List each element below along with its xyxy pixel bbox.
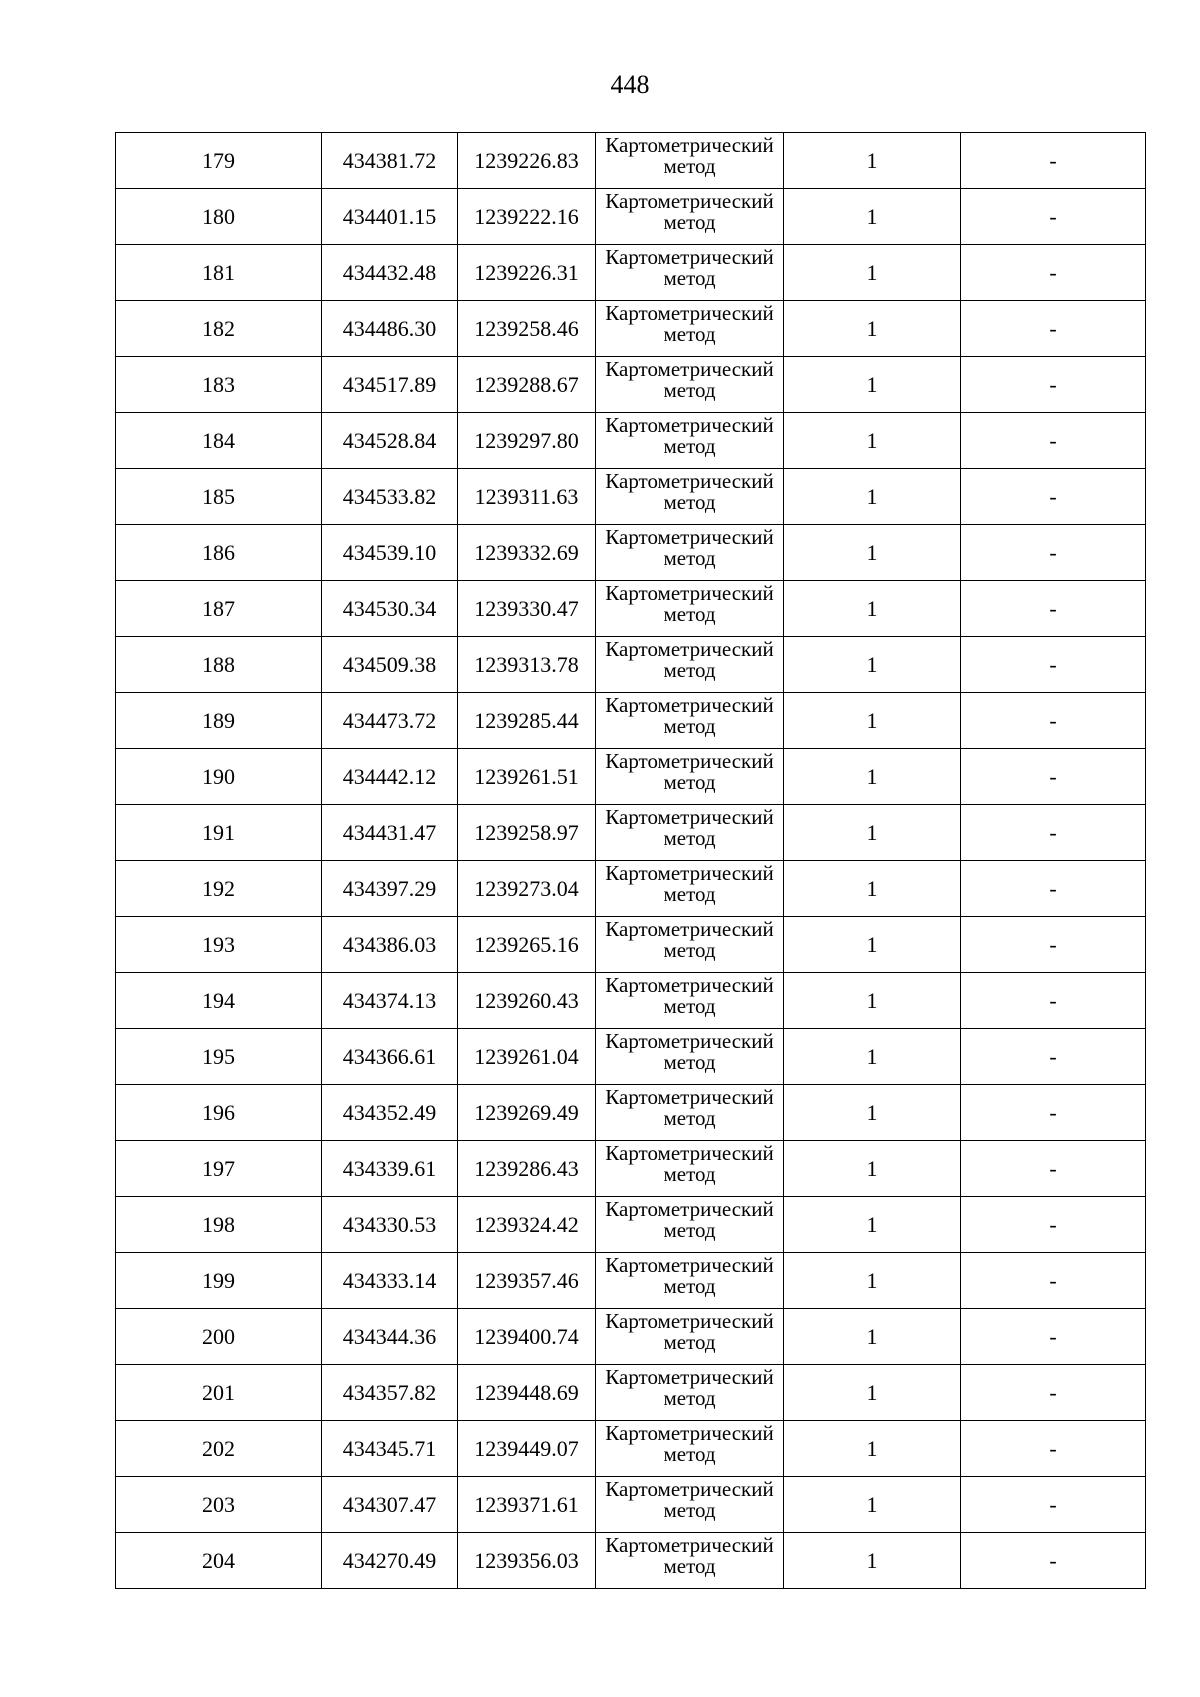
- point-number-cell: 180: [116, 189, 322, 245]
- table-row: [116, 917, 1146, 973]
- method-cell: [596, 1141, 784, 1197]
- point-number-cell: 196: [116, 1085, 322, 1141]
- coordinates-table: [115, 132, 1146, 1589]
- x-coordinate-cell: 434486.30: [322, 301, 458, 357]
- note-cell: -: [961, 973, 1146, 1029]
- table-row: [116, 1365, 1146, 1421]
- method-cell: [596, 581, 784, 637]
- accuracy-cell: 1: [784, 301, 961, 357]
- note-cell: -: [961, 749, 1146, 805]
- y-coordinate-cell: 1239273.04: [458, 861, 596, 917]
- y-coordinate-cell: 1239265.16: [458, 917, 596, 973]
- table-row: [116, 1141, 1146, 1197]
- table-row: [116, 749, 1146, 805]
- method-text: Картометрический метод: [605, 1141, 774, 1186]
- x-coordinate-cell: 434528.84: [322, 413, 458, 469]
- y-coordinate-cell: 1239261.51: [458, 749, 596, 805]
- x-coordinate-cell: 434397.29: [322, 861, 458, 917]
- accuracy-cell: 1: [784, 1533, 961, 1589]
- x-coordinate-cell: 434344.36: [322, 1309, 458, 1365]
- x-coordinate-cell: 434381.72: [322, 133, 458, 189]
- method-cell: [596, 861, 784, 917]
- table-row: [116, 469, 1146, 525]
- table-row: [116, 693, 1146, 749]
- note-cell: -: [961, 1253, 1146, 1309]
- method-text: Картометрический метод: [605, 749, 774, 794]
- y-coordinate-cell: 1239260.43: [458, 973, 596, 1029]
- method-text: Картометрический метод: [605, 917, 774, 962]
- y-coordinate-cell: 1239226.83: [458, 133, 596, 189]
- method-text: Картометрический метод: [605, 861, 774, 906]
- method-text: Картометрический метод: [605, 357, 774, 402]
- y-coordinate-cell: 1239258.97: [458, 805, 596, 861]
- accuracy-cell: 1: [784, 1309, 961, 1365]
- table-row: [116, 133, 1146, 189]
- accuracy-cell: 1: [784, 413, 961, 469]
- x-coordinate-cell: 434339.61: [322, 1141, 458, 1197]
- y-coordinate-cell: 1239226.31: [458, 245, 596, 301]
- method-text: Картометрический метод: [605, 413, 774, 458]
- point-number-cell: 189: [116, 693, 322, 749]
- point-number-cell: 179: [116, 133, 322, 189]
- table-row: [116, 189, 1146, 245]
- x-coordinate-cell: 434401.15: [322, 189, 458, 245]
- y-coordinate-cell: 1239324.42: [458, 1197, 596, 1253]
- note-cell: -: [961, 693, 1146, 749]
- method-cell: [596, 1309, 784, 1365]
- x-coordinate-cell: 434330.53: [322, 1197, 458, 1253]
- table-row: [116, 301, 1146, 357]
- note-cell: -: [961, 525, 1146, 581]
- x-coordinate-cell: 434442.12: [322, 749, 458, 805]
- note-cell: -: [961, 413, 1146, 469]
- point-number-cell: 198: [116, 1197, 322, 1253]
- method-cell: [596, 1253, 784, 1309]
- y-coordinate-cell: 1239330.47: [458, 581, 596, 637]
- point-number-cell: 193: [116, 917, 322, 973]
- method-cell: [596, 1029, 784, 1085]
- accuracy-cell: 1: [784, 1365, 961, 1421]
- note-cell: -: [961, 1533, 1146, 1589]
- accuracy-cell: 1: [784, 245, 961, 301]
- x-coordinate-cell: 434432.48: [322, 245, 458, 301]
- note-cell: -: [961, 1309, 1146, 1365]
- x-coordinate-cell: 434366.61: [322, 1029, 458, 1085]
- note-cell: -: [961, 469, 1146, 525]
- x-coordinate-cell: 434345.71: [322, 1421, 458, 1477]
- table-row: [116, 1029, 1146, 1085]
- table-row: [116, 1253, 1146, 1309]
- method-cell: [596, 805, 784, 861]
- method-cell: [596, 301, 784, 357]
- coordinates-table-body: [116, 133, 1146, 1589]
- point-number-cell: 190: [116, 749, 322, 805]
- accuracy-cell: 1: [784, 189, 961, 245]
- point-number-cell: 181: [116, 245, 322, 301]
- x-coordinate-cell: 434473.72: [322, 693, 458, 749]
- method-cell: [596, 973, 784, 1029]
- method-cell: [596, 917, 784, 973]
- x-coordinate-cell: 434386.03: [322, 917, 458, 973]
- accuracy-cell: 1: [784, 805, 961, 861]
- point-number-cell: 191: [116, 805, 322, 861]
- x-coordinate-cell: 434352.49: [322, 1085, 458, 1141]
- method-text: Картометрический метод: [605, 469, 774, 514]
- method-cell: [596, 637, 784, 693]
- point-number-cell: 199: [116, 1253, 322, 1309]
- accuracy-cell: 1: [784, 1029, 961, 1085]
- method-cell: [596, 1533, 784, 1589]
- method-cell: [596, 1421, 784, 1477]
- y-coordinate-cell: 1239261.04: [458, 1029, 596, 1085]
- accuracy-cell: 1: [784, 749, 961, 805]
- x-coordinate-cell: 434533.82: [322, 469, 458, 525]
- y-coordinate-cell: 1239311.63: [458, 469, 596, 525]
- page-number: 448: [610, 70, 650, 99]
- table-row: [116, 805, 1146, 861]
- point-number-cell: 192: [116, 861, 322, 917]
- method-text: Картометрический метод: [605, 1365, 774, 1410]
- note-cell: -: [961, 861, 1146, 917]
- point-number-cell: 197: [116, 1141, 322, 1197]
- accuracy-cell: 1: [784, 469, 961, 525]
- y-coordinate-cell: 1239313.78: [458, 637, 596, 693]
- method-cell: [596, 133, 784, 189]
- method-cell: [596, 245, 784, 301]
- x-coordinate-cell: 434517.89: [322, 357, 458, 413]
- note-cell: -: [961, 189, 1146, 245]
- x-coordinate-cell: 434270.49: [322, 1533, 458, 1589]
- method-text: Картометрический метод: [605, 1477, 774, 1522]
- x-coordinate-cell: 434530.34: [322, 581, 458, 637]
- method-cell: [596, 189, 784, 245]
- method-text: Картометрический метод: [605, 1085, 774, 1130]
- accuracy-cell: 1: [784, 1085, 961, 1141]
- y-coordinate-cell: 1239222.16: [458, 189, 596, 245]
- accuracy-cell: 1: [784, 357, 961, 413]
- table-row: [116, 637, 1146, 693]
- note-cell: -: [961, 1085, 1146, 1141]
- method-cell: [596, 357, 784, 413]
- accuracy-cell: 1: [784, 973, 961, 1029]
- x-coordinate-cell: 434357.82: [322, 1365, 458, 1421]
- method-cell: [596, 413, 784, 469]
- table-row: [116, 1309, 1146, 1365]
- point-number-cell: 186: [116, 525, 322, 581]
- note-cell: -: [961, 245, 1146, 301]
- method-cell: [596, 469, 784, 525]
- note-cell: -: [961, 301, 1146, 357]
- point-number-cell: 182: [116, 301, 322, 357]
- method-text: Картометрический метод: [605, 1421, 774, 1466]
- note-cell: -: [961, 1365, 1146, 1421]
- method-text: Картометрический метод: [605, 693, 774, 738]
- accuracy-cell: 1: [784, 581, 961, 637]
- y-coordinate-cell: 1239448.69: [458, 1365, 596, 1421]
- note-cell: -: [961, 357, 1146, 413]
- method-cell: [596, 693, 784, 749]
- method-text: Картометрический метод: [605, 1029, 774, 1074]
- method-text: Картометрический метод: [605, 525, 774, 570]
- point-number-cell: 183: [116, 357, 322, 413]
- note-cell: -: [961, 1029, 1146, 1085]
- note-cell: -: [961, 133, 1146, 189]
- note-cell: -: [961, 1477, 1146, 1533]
- method-cell: [596, 749, 784, 805]
- y-coordinate-cell: 1239356.03: [458, 1533, 596, 1589]
- method-text: Картометрический метод: [605, 1533, 774, 1578]
- x-coordinate-cell: 434539.10: [322, 525, 458, 581]
- table-row: [116, 1085, 1146, 1141]
- x-coordinate-cell: 434431.47: [322, 805, 458, 861]
- table-row: [116, 581, 1146, 637]
- method-text: Картометрический метод: [605, 1253, 774, 1298]
- y-coordinate-cell: 1239297.80: [458, 413, 596, 469]
- table-row: [116, 973, 1146, 1029]
- table-row: [116, 861, 1146, 917]
- table-row: [116, 525, 1146, 581]
- y-coordinate-cell: 1239285.44: [458, 693, 596, 749]
- note-cell: -: [961, 1197, 1146, 1253]
- method-cell: [596, 525, 784, 581]
- accuracy-cell: 1: [784, 861, 961, 917]
- y-coordinate-cell: 1239288.67: [458, 357, 596, 413]
- table-row: [116, 1197, 1146, 1253]
- y-coordinate-cell: 1239286.43: [458, 1141, 596, 1197]
- method-text: Картометрический метод: [605, 1309, 774, 1354]
- y-coordinate-cell: 1239269.49: [458, 1085, 596, 1141]
- note-cell: -: [961, 917, 1146, 973]
- method-text: Картометрический метод: [605, 637, 774, 682]
- method-text: Картометрический метод: [605, 133, 774, 178]
- method-cell: [596, 1197, 784, 1253]
- accuracy-cell: 1: [784, 1141, 961, 1197]
- accuracy-cell: 1: [784, 693, 961, 749]
- accuracy-cell: 1: [784, 525, 961, 581]
- y-coordinate-cell: 1239332.69: [458, 525, 596, 581]
- method-text: Картометрический метод: [605, 805, 774, 850]
- point-number-cell: 185: [116, 469, 322, 525]
- y-coordinate-cell: 1239357.46: [458, 1253, 596, 1309]
- accuracy-cell: 1: [784, 917, 961, 973]
- point-number-cell: 201: [116, 1365, 322, 1421]
- accuracy-cell: 1: [784, 133, 961, 189]
- table-row: [116, 245, 1146, 301]
- table-row: [116, 1421, 1146, 1477]
- point-number-cell: 184: [116, 413, 322, 469]
- x-coordinate-cell: 434374.13: [322, 973, 458, 1029]
- method-text: Картометрический метод: [605, 245, 774, 290]
- accuracy-cell: 1: [784, 1421, 961, 1477]
- note-cell: -: [961, 637, 1146, 693]
- accuracy-cell: 1: [784, 637, 961, 693]
- method-text: Картометрический метод: [605, 189, 774, 234]
- point-number-cell: 194: [116, 973, 322, 1029]
- table-row: [116, 1533, 1146, 1589]
- point-number-cell: 204: [116, 1533, 322, 1589]
- method-cell: [596, 1365, 784, 1421]
- note-cell: -: [961, 805, 1146, 861]
- accuracy-cell: 1: [784, 1477, 961, 1533]
- point-number-cell: 195: [116, 1029, 322, 1085]
- point-number-cell: 202: [116, 1421, 322, 1477]
- method-text: Картометрический метод: [605, 581, 774, 626]
- point-number-cell: 187: [116, 581, 322, 637]
- method-text: Картометрический метод: [605, 301, 774, 346]
- table-row: [116, 357, 1146, 413]
- point-number-cell: 203: [116, 1477, 322, 1533]
- x-coordinate-cell: 434509.38: [322, 637, 458, 693]
- y-coordinate-cell: 1239449.07: [458, 1421, 596, 1477]
- method-cell: [596, 1477, 784, 1533]
- method-cell: [596, 1085, 784, 1141]
- table-row: [116, 413, 1146, 469]
- note-cell: -: [961, 1421, 1146, 1477]
- y-coordinate-cell: 1239400.74: [458, 1309, 596, 1365]
- accuracy-cell: 1: [784, 1197, 961, 1253]
- accuracy-cell: 1: [784, 1253, 961, 1309]
- note-cell: -: [961, 581, 1146, 637]
- x-coordinate-cell: 434307.47: [322, 1477, 458, 1533]
- note-cell: -: [961, 1141, 1146, 1197]
- point-number-cell: 188: [116, 637, 322, 693]
- y-coordinate-cell: 1239371.61: [458, 1477, 596, 1533]
- method-text: Картометрический метод: [605, 973, 774, 1018]
- method-text: Картометрический метод: [605, 1197, 774, 1242]
- point-number-cell: 200: [116, 1309, 322, 1365]
- y-coordinate-cell: 1239258.46: [458, 301, 596, 357]
- table-row: [116, 1477, 1146, 1533]
- x-coordinate-cell: 434333.14: [322, 1253, 458, 1309]
